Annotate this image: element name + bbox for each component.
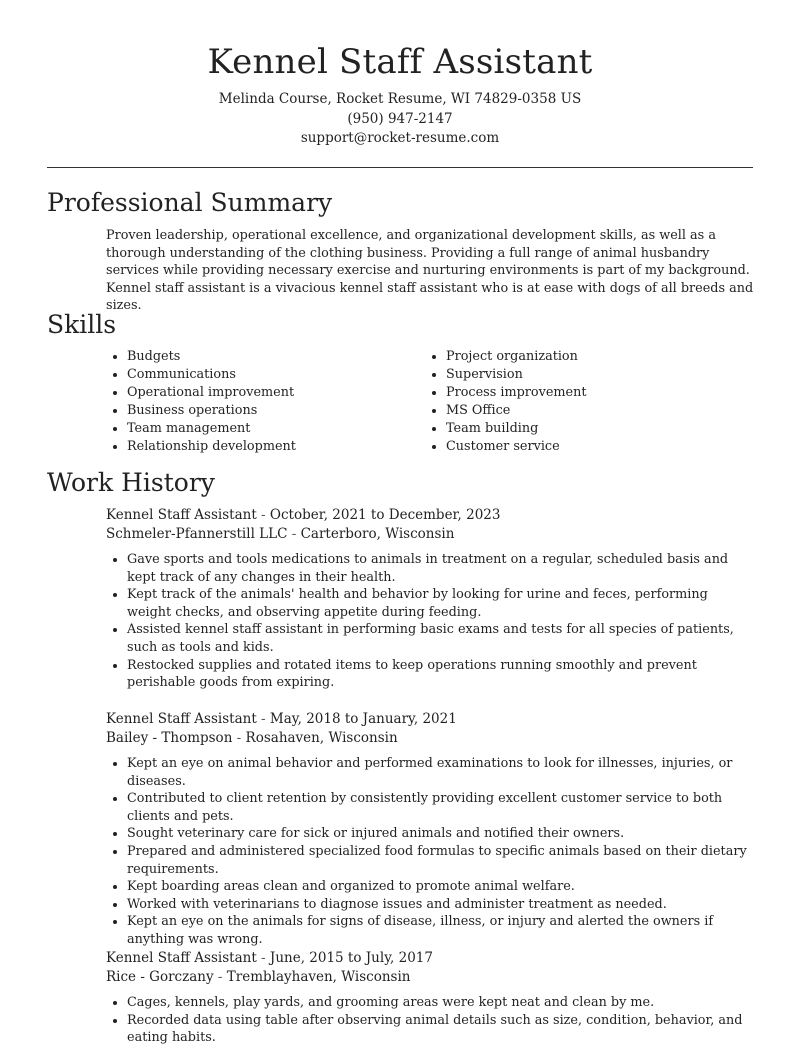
contact-address: Melinda Course, Rocket Resume, WI 74829-0358 US [218,91,582,107]
resume-name: Kennel Staff Assistant [207,42,593,82]
job-company-line: Bailey - Thompson - Rosahaven, Wisconsin [106,730,398,746]
skills-list [106,348,754,455]
job-entry [106,506,754,692]
skill-item: • Business operations [127,402,425,420]
job-dates: May, 2018 to January, 2021 [269,711,457,727]
skills-column-left [106,348,425,455]
job-bullet: • Cages, kennels, play yards, and grooming areas were kept neat and clean by me. [127,994,754,1012]
skill-item: • Relationship development [127,438,425,456]
job-bullet: • Contributed to client retention by consistently providing excellent customer service to both clients and pets. [127,790,754,825]
summary-text: Proven leadership, operational excellence, and organizational development skills, as well as a thorough understanding of the clothing business. Providing a full range of animal husbandry services while providing necessary exercise and nurturing environments is part of my background. Kennel staff assistant is a vivacious kennel staff assistant who is at ease with dogs of all breeds and sizes. [106,228,754,314]
job-bullet: • Worked with veterinarians to diagnose issues and administer treatment as needed. [127,896,754,914]
job-bullet: • Gave sports and tools medications to animals in treatment on a regular, scheduled basis and kept track of any changes in their health. [127,551,754,586]
job-bullet: • Kept boarding areas clean and organized to promote animal welfare. [127,878,754,896]
skill-item: • Customer service [446,438,587,456]
skill-item: • Operational improvement [127,384,425,402]
header-divider [47,167,753,168]
job-company: Bailey - Thompson [106,730,233,746]
job-bullets [106,551,754,692]
job-bullet: • Kept an eye on animal behavior and performed examinations to look for illnesses, injuries, or diseases. [127,755,754,790]
job-entry [106,949,754,1047]
contact-block [0,90,800,149]
job-title-line: Kennel Staff Assistant - June, 2015 to July, 2017 [106,950,433,966]
job-bullet: • Kept track of the animals' health and behavior by looking for urine and feces, performing weight checks, and observing appetite during feeding. [127,586,754,621]
skill-item: • Team management [127,420,425,438]
job-role: Kennel Staff Assistant [106,950,257,966]
contact-email: support@rocket-resume.com [300,130,500,146]
skill-item: • Budgets [127,348,425,366]
job-company-line: Schmeler-Pfannerstill LLC - Carterboro, Wisconsin [106,526,455,542]
job-bullet: • Restocked supplies and rotated items to keep operations running smoothly and prevent perishable goods from expiring. [127,657,754,692]
job-title-line: Kennel Staff Assistant - October, 2021 to December, 2023 [106,507,501,523]
job-bullets [106,994,754,1047]
job-bullet: • Prepared and administered specialized food formulas to specific animals based on their dietary requirements. [127,843,754,878]
job-location: Rosahaven, Wisconsin [245,730,398,746]
contact-phone: (950) 947-2147 [347,110,453,127]
skill-item: • Process improvement [446,384,587,402]
job-dates: June, 2015 to July, 2017 [269,950,433,966]
job-company: Rice - Gorczany [106,969,214,985]
skill-item: • Project organization [446,348,587,366]
skill-item: • Team building [446,420,587,438]
job-role: Kennel Staff Assistant [106,507,257,523]
job-role: Kennel Staff Assistant [106,711,257,727]
skills-column-right [425,348,587,455]
resume-header [0,0,800,149]
work-history-heading: Work History [47,468,215,497]
job-bullet: • Sought veterinary care for sick or injured animals and notified their owners. [127,825,754,843]
skill-item: • Supervision [446,366,587,384]
job-dates: October, 2021 to December, 2023 [269,507,501,523]
summary-heading: Professional Summary [47,188,333,217]
job-bullet: • Assisted kennel staff assistant in performing basic exams and tests for all species of patients, such as tools and kids. [127,621,754,656]
job-bullet: • Recorded data using table after observing animal details such as size, condition, behavior, and eating habits. [127,1012,754,1047]
job-location: Carterboro, Wisconsin [300,526,455,542]
job-company: Schmeler-Pfannerstill LLC [106,526,288,542]
job-company-line: Rice - Gorczany - Tremblayhaven, Wisconsin [106,969,411,985]
job-entry [106,710,754,949]
job-title-line: Kennel Staff Assistant - May, 2018 to January, 2021 [106,711,457,727]
job-location: Tremblayhaven, Wisconsin [226,969,411,985]
job-bullet: • Kept an eye on the animals for signs of disease, illness, or injury and alerted the owners if anything was wrong. [127,913,754,948]
job-bullets [106,755,754,949]
skill-item: • Communications [127,366,425,384]
skills-heading: Skills [47,310,117,339]
skill-item: • MS Office [446,402,587,420]
